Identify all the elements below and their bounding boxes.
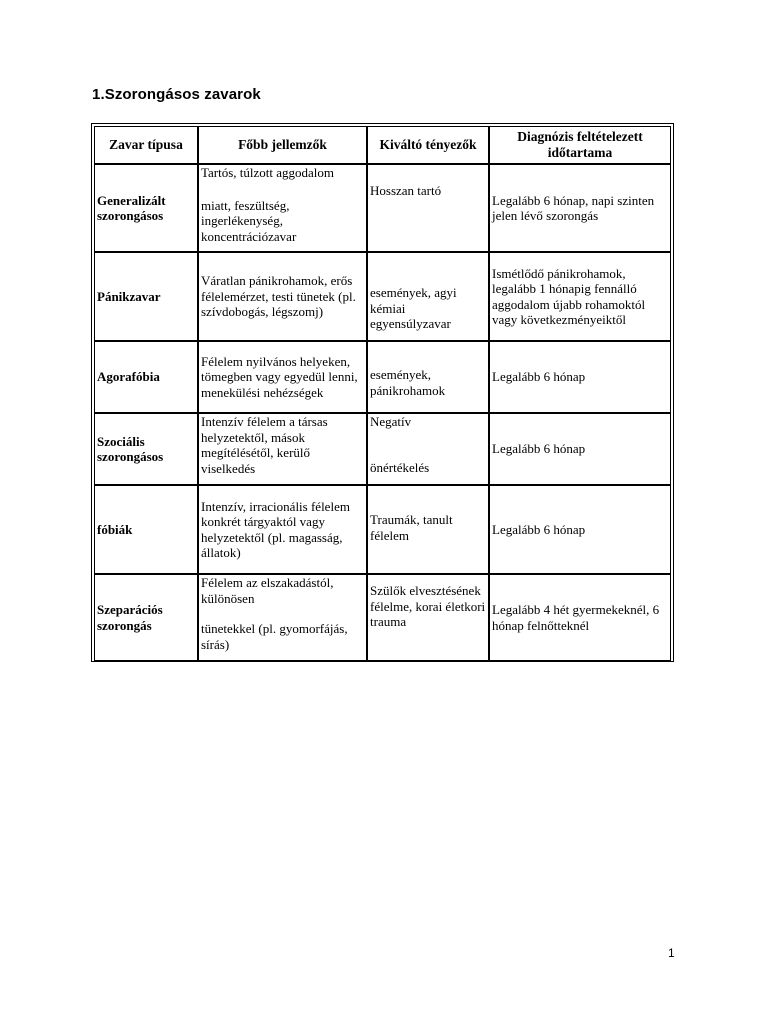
features-text-continued: miatt, feszültség, ingerlékenység, koncentrációzavar: [201, 197, 297, 244]
triggers-text-continued: önértékelés: [370, 459, 430, 475]
features-text: Félelem az elszakadástól, különösen: [201, 575, 334, 606]
table-row-features-cell: [198, 413, 367, 485]
features-text: Intenzív félelem a társas helyzetektől, mások megítélésétől, kerülő viselkedés: [201, 414, 328, 476]
table-row-triggers-cell: [367, 252, 489, 341]
disorder-type: fóbiák: [97, 521, 133, 537]
table-row-duration-cell: [489, 252, 671, 341]
page-number: 1: [668, 946, 675, 960]
table-row-type-cell: [94, 485, 198, 574]
table-row-features-cell: [198, 574, 367, 661]
triggers-text: Negatív: [370, 414, 412, 429]
header-cell-duration: Diagnózis feltételezett időtartama: [489, 126, 671, 164]
table-row-type-cell: [94, 413, 198, 485]
disorder-type: Agorafóbia: [97, 369, 160, 385]
features-text-continued: tünetekkel (pl. gyomorfájás, sírás): [201, 621, 348, 652]
table-row-triggers-cell: [367, 413, 489, 485]
table-row-duration-cell: [489, 413, 671, 485]
features-text: Tartós, túlzott aggodalom: [201, 165, 335, 180]
triggers-text: események, agyi kémiai egyensúlyzavar: [370, 285, 457, 331]
header-cell-triggers: Kiváltó tényezők: [367, 126, 489, 164]
table-row-triggers-cell: [367, 574, 489, 661]
disorder-type: Pánikzavar: [97, 288, 161, 304]
duration-text: Legalább 6 hónap: [492, 521, 586, 537]
header-cell-type: Zavar típusa: [94, 126, 198, 164]
header-cell-features: Főbb jellemzők: [198, 126, 367, 164]
table-row-triggers-cell: [367, 341, 489, 413]
table-row-type-cell: [94, 341, 198, 413]
duration-text: Legalább 6 hónap: [492, 441, 586, 457]
triggers-text: Hosszan tartó: [370, 183, 442, 198]
table-row-duration-cell: [489, 574, 671, 661]
table-row-triggers-cell: [367, 164, 489, 252]
table-row-type-cell: [94, 164, 198, 252]
disorder-type: Szeparációs szorongás: [97, 602, 163, 633]
table-row-duration-cell: [489, 485, 671, 574]
table-row-type-cell: [94, 252, 198, 341]
table-row-features-cell: [198, 164, 367, 252]
features-text: Váratlan pánikrohamok, erős félelemérzet, testi tünetek (pl. szívdobogás, légszomj): [201, 273, 356, 320]
duration-text: Legalább 6 hónap: [492, 369, 586, 385]
features-text: Félelem nyilvános helyeken, tömegben vagy egyedül lenni, menekülési nehézségek: [201, 353, 358, 400]
table-row-triggers-cell: [367, 485, 489, 574]
triggers-text: események, pánikrohamok: [370, 367, 446, 398]
table-row-duration-cell: [489, 341, 671, 413]
page-title: 1.Szorongásos zavarok: [92, 86, 261, 103]
disorder-type: Szociális szorongásos: [97, 433, 164, 464]
disorders-table: [91, 123, 674, 662]
duration-text: Legalább 6 hónap, napi szinten jelen lévő szorongás: [492, 192, 655, 223]
triggers-text: Szülők elvesztésének félelme, korai életkori trauma: [370, 583, 486, 629]
triggers-text: Traumák, tanult félelem: [370, 512, 453, 543]
features-text: Intenzív, irracionális félelem konkrét tárgyaktól vagy helyzetektől (pl. magasság, állatok): [201, 498, 350, 560]
table-row-duration-cell: [489, 164, 671, 252]
duration-text: Ismétlődő pánikrohamok, legalább 1 hónapig fennálló aggodalom újabb rohamoktól vagy következményeiktől: [492, 265, 646, 327]
disorder-type: Generalizált szorongásos: [97, 192, 166, 223]
table-row-features-cell: [198, 341, 367, 413]
table-row-type-cell: [94, 574, 198, 661]
table-row-features-cell: [198, 252, 367, 341]
table-row-features-cell: [198, 485, 367, 574]
duration-text: Legalább 4 hét gyermekeknél, 6 hónap felnőtteknél: [492, 602, 660, 633]
